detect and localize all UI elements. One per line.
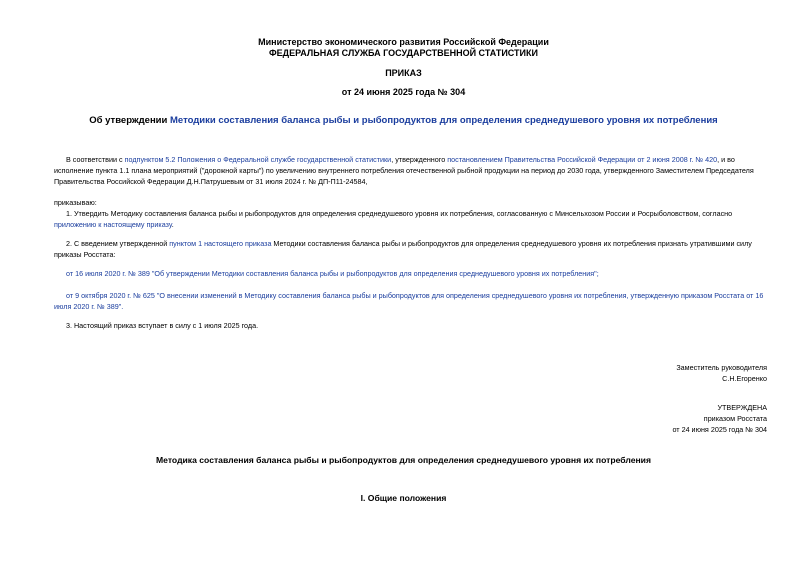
repeal-item-2 [54,290,770,312]
item-2-paragraph [54,238,770,260]
preamble-paragraph [54,154,770,187]
signature-position: Заместитель руководителя [676,363,767,372]
method-title: Методика составления баланса рыбы и рыбопродуктов для определения среднедушевого уровня их потребления [156,455,651,465]
order-word: приказываю: [54,198,97,207]
approval-line-2: приказом Росстата [703,414,767,423]
item-1-end: . [171,220,174,229]
agency-name: ФЕДЕРАЛЬНАЯ СЛУЖБА ГОСУДАРСТВЕННОЙ СТАТИСТИКИ [269,48,538,58]
preamble-link-resolution[interactable]: постановлением Правительства Российской Федерации от 2 июня 2008 г. № 420 [447,155,718,164]
doc-date-number: от 24 июня 2025 года № 304 [341,87,466,97]
preamble-text-2: , утвержденного [391,155,448,164]
preamble-link-regulation[interactable]: подпунктом 5.2 Положения о Федеральной службе государственной статистики [124,155,392,164]
doc-title-prefix: Об утверждении [89,115,170,126]
approval-block [672,402,767,435]
item-2-text-1: 2. С введением утвержденной [66,239,170,248]
ministry-name: Министерство экономического развития Российской Федерации [258,37,549,47]
item-1-text: 1. Утвердить Методику составления баланса рыбы и рыбопродуктов для определения среднедушевого уровня их потребления, согласованную с Минсельхозом России и Росрыболовством, согласно [66,209,733,218]
doc-title-link[interactable]: Методики составления баланса рыбы и рыбопродуктов для определения среднедушевого уровня их потребления [170,115,718,126]
doc-type: ПРИКАЗ [385,68,422,78]
signature-block [676,362,767,384]
preamble-text-3: , и во исполнение пункта 1.1 плана мероприятий ("дорожной карты") по увеличению внутреннего потребления отечественной рыбной продукции на период до 2030 года, утвержденного Заместителем Председателя Правительства Российской Федерации Д.Н.Патрушевым от 31 июля 2024 г. № ДП-П11-24584, [54,155,754,186]
repeal-link-1[interactable]: от 16 июля 2020 г. № 389 "Об утверждении Методики составления баланса рыбы и рыбопродуктов для определения среднедушевого уровня их потребления"; [66,269,599,278]
approval-line-3: от 24 июня 2025 года № 304 [672,425,767,434]
item-1-paragraph [54,208,770,230]
doc-title [0,115,807,127]
item-2-point-link[interactable]: пунктом 1 настоящего приказа [169,239,272,248]
section-heading: I. Общие положения [360,493,447,503]
repeal-link-2[interactable]: от 9 октября 2020 г. № 625 "О внесении изменений в Методику составления баланса рыбы и рыбопродуктов для определения среднедушевого уровня их потребления, утвержденную приказом Росстата от 16 июля 2020 г. № 389". [54,291,764,311]
preamble-text-1: В соответствии с [66,155,125,164]
approval-line-1: УТВЕРЖДЕНА [717,403,767,412]
signature-name: С.Н.Егоренко [722,374,767,383]
repeal-item-1 [54,268,770,279]
item-1-appendix-link[interactable]: приложению к настоящему приказу [54,220,172,229]
item-2-text-2: Методики составления баланса рыбы и рыбопродуктов для определения среднедушевого уровня их потребления признать утратившими силу приказы Росстата: [54,239,752,259]
item-3-paragraph: 3. Настоящий приказ вступает в силу с 1 июля 2025 года. [66,321,259,330]
